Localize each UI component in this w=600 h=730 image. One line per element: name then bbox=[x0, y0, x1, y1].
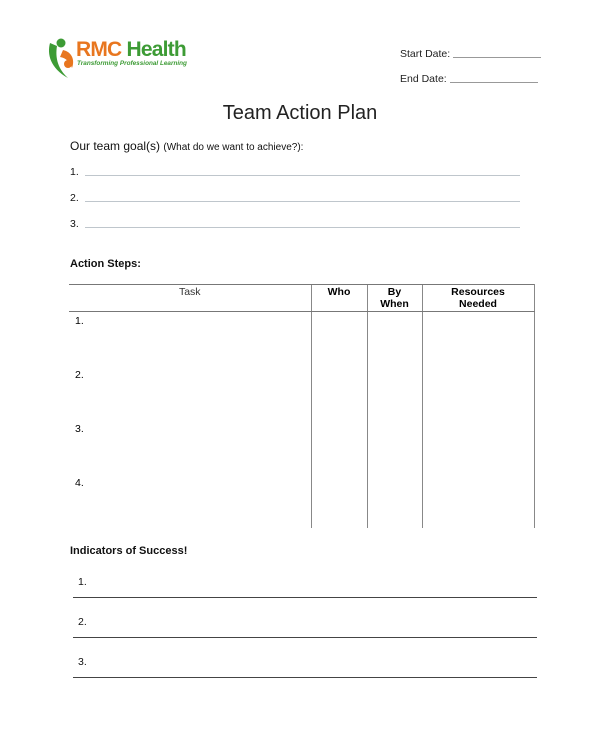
column-header-resources bbox=[422, 285, 534, 312]
goal-rule bbox=[85, 175, 520, 176]
resources-cell[interactable] bbox=[422, 312, 534, 367]
by-when-line-2: When bbox=[380, 298, 409, 310]
indicators-heading: Indicators of Success! bbox=[70, 545, 188, 557]
indicator-number: 1. bbox=[78, 576, 87, 588]
task-cell[interactable]: 3. bbox=[75, 423, 84, 435]
goal-number: 1. bbox=[70, 166, 79, 178]
indicator-rule bbox=[73, 597, 537, 598]
goals-heading-note: (What do we want to achieve?): bbox=[163, 142, 304, 153]
start-date-line[interactable] bbox=[453, 57, 541, 58]
table-header-row bbox=[69, 285, 534, 312]
end-date-line[interactable] bbox=[450, 82, 538, 83]
goal-line[interactable] bbox=[70, 166, 84, 178]
goal-number: 3. bbox=[70, 218, 79, 230]
who-cell[interactable] bbox=[311, 312, 367, 367]
table-row bbox=[69, 474, 534, 528]
task-cell[interactable]: 1. bbox=[75, 315, 84, 327]
resources-cell[interactable] bbox=[422, 420, 534, 474]
table-row bbox=[69, 366, 534, 420]
by-when-cell[interactable] bbox=[367, 474, 422, 528]
rmc-health-logo bbox=[46, 38, 206, 82]
goal-line[interactable] bbox=[70, 192, 84, 204]
resources-cell[interactable] bbox=[422, 366, 534, 420]
by-when-cell[interactable] bbox=[367, 420, 422, 474]
resources-line-1: Resources bbox=[451, 286, 505, 298]
action-steps-table bbox=[69, 284, 535, 528]
page-title: Team Action Plan bbox=[222, 102, 378, 124]
resources-cell[interactable] bbox=[422, 474, 534, 528]
column-header-task: Task bbox=[69, 285, 311, 312]
column-header-by-when bbox=[367, 285, 422, 312]
start-date-field[interactable] bbox=[400, 48, 541, 60]
start-date-label: Start Date: bbox=[400, 48, 451, 60]
indicator-number: 3. bbox=[78, 656, 87, 668]
who-cell[interactable] bbox=[311, 474, 367, 528]
goals-heading bbox=[70, 139, 303, 153]
logo-tagline: Transforming Professional Learning bbox=[77, 60, 187, 67]
goal-line[interactable] bbox=[70, 218, 84, 230]
goal-rule bbox=[85, 227, 520, 228]
indicator-number: 2. bbox=[78, 616, 87, 628]
goal-number: 2. bbox=[70, 192, 79, 204]
table-row bbox=[69, 312, 534, 367]
logo-name-health: Health bbox=[126, 38, 186, 61]
rmc-logo-icon bbox=[46, 38, 78, 80]
action-steps-heading: Action Steps: bbox=[70, 258, 141, 270]
table-row bbox=[69, 420, 534, 474]
task-cell[interactable]: 4. bbox=[75, 477, 84, 489]
task-cell[interactable]: 2. bbox=[75, 369, 84, 381]
who-cell[interactable] bbox=[311, 366, 367, 420]
who-cell[interactable] bbox=[311, 420, 367, 474]
goals-heading-text: Our team goal(s) bbox=[70, 139, 161, 153]
resources-line-2: Needed bbox=[459, 298, 497, 310]
indicator-rule bbox=[73, 637, 537, 638]
column-header-who: Who bbox=[311, 285, 367, 312]
end-date-label: End Date: bbox=[400, 73, 447, 85]
indicator-rule bbox=[73, 677, 537, 678]
goal-rule bbox=[85, 201, 520, 202]
end-date-field[interactable] bbox=[400, 73, 538, 85]
by-when-line-1: By bbox=[387, 286, 402, 298]
logo-name bbox=[76, 38, 186, 62]
by-when-cell[interactable] bbox=[367, 312, 422, 367]
by-when-cell[interactable] bbox=[367, 366, 422, 420]
logo-name-rmc: RMC bbox=[76, 38, 122, 61]
